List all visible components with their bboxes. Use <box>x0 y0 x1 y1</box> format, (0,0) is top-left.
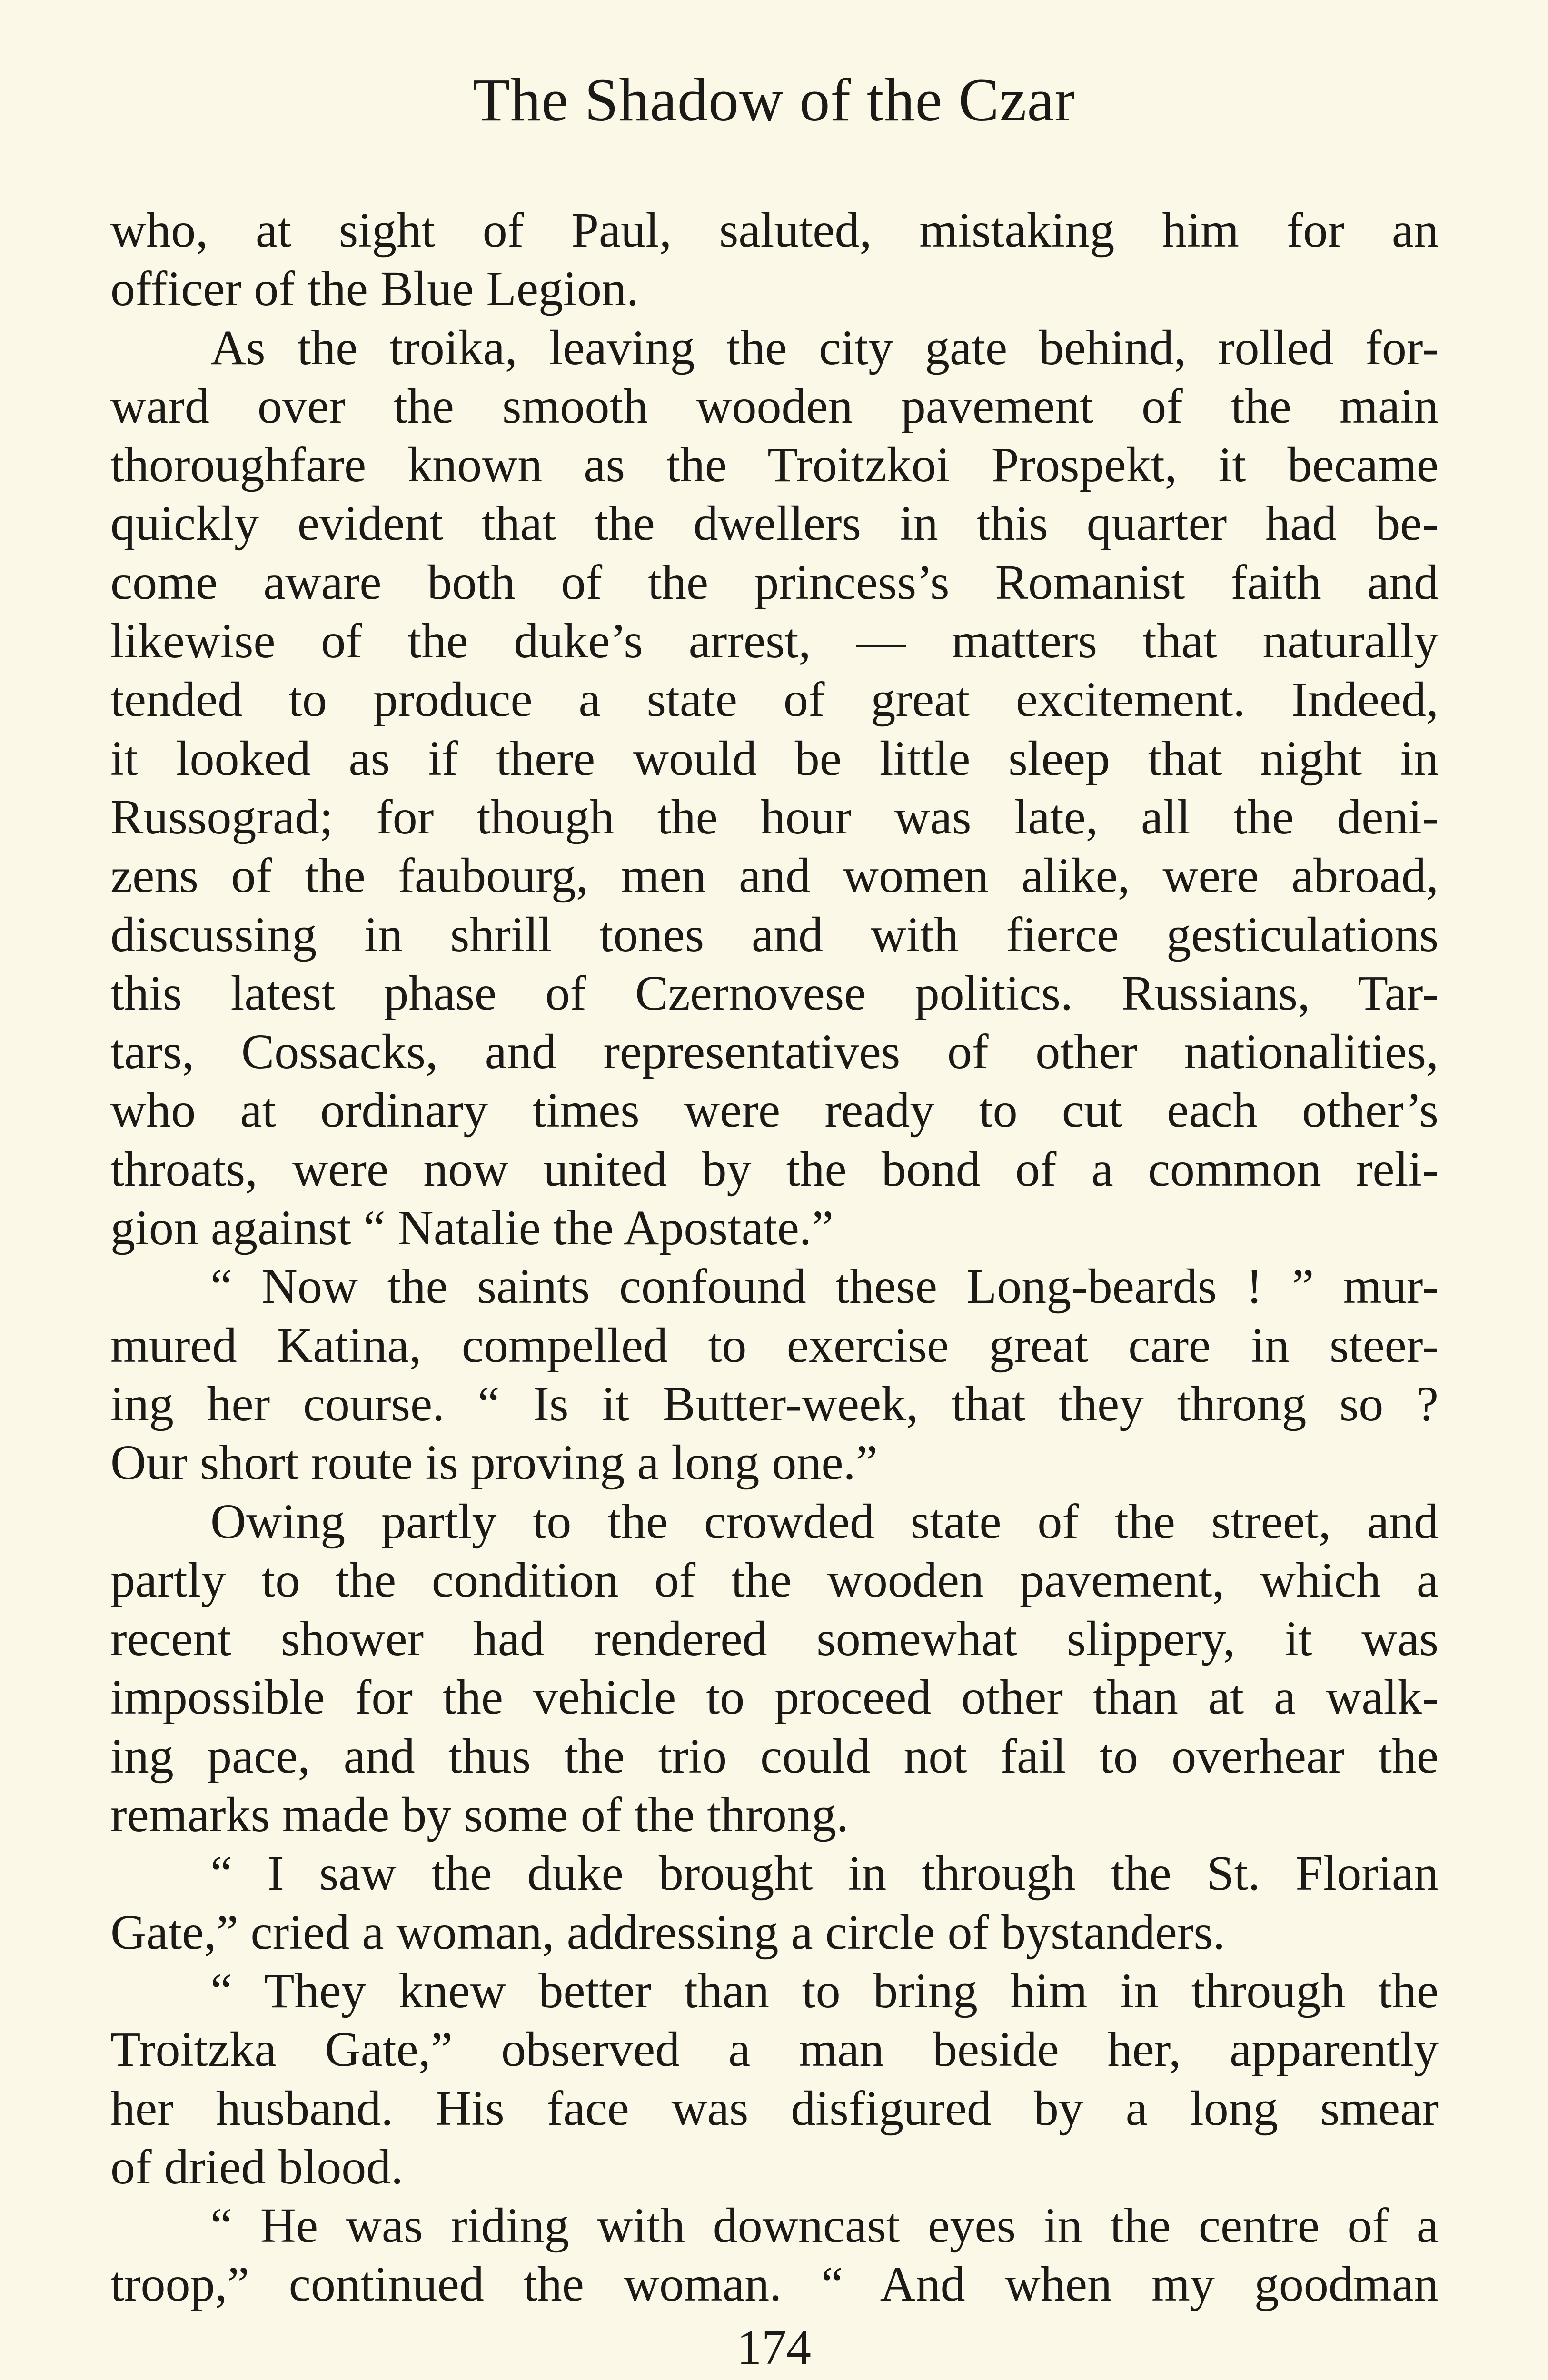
text-line: recent shower had rendered somewhat slippery, it was <box>110 1611 1439 1666</box>
text-line: gion against “ Natalie the Apostate.” <box>110 1200 834 1256</box>
text-line: “ I saw the duke brought in through the St. Florian <box>210 1846 1439 1901</box>
text-line: “ Now the saints confound these Long-beards ! ” mur- <box>210 1259 1439 1314</box>
text-line: likewise of the duke’s arrest, — matters that naturally <box>110 614 1439 669</box>
running-head: The Shadow of the Czar <box>472 66 1076 134</box>
text-line: Troitzka Gate,” observed a man beside her, apparently <box>110 2022 1439 2077</box>
text-line: throats, were now united by the bond of a common reli- <box>110 1141 1439 1197</box>
text-line: Gate,” cried a woman, addressing a circle of bystanders. <box>110 1904 1225 1960</box>
text-line: “ They knew better than to bring him in through the <box>210 1963 1439 2018</box>
text-line: Owing partly to the crowded state of the street, and <box>210 1494 1439 1549</box>
text-line: it looked as if there would be little sleep that night in <box>110 731 1439 786</box>
text-line: zens of the faubourg, men and women alike, were abroad, <box>110 848 1439 903</box>
text-line: her husband. His face was disfigured by a long smear <box>110 2081 1439 2136</box>
text-line: mured Katina, compelled to exercise great care in steer- <box>110 1318 1439 1373</box>
text-line: who, at sight of Paul, saluted, mistaking him for an <box>110 203 1439 258</box>
text-line: ing pace, and thus the trio could not fail to overhear the <box>110 1728 1439 1784</box>
text-line: come aware both of the princess’s Romanist faith and <box>110 555 1439 610</box>
text-line: troop,” continued the woman. “ And when my goodman <box>110 2257 1439 2312</box>
text-line: discussing in shrill tones and with fierce gesticulations <box>110 907 1439 962</box>
text-line: ing her course. “ Is it Butter-week, that they throng so ? <box>110 1376 1439 1431</box>
text-line: this latest phase of Czernovese politics. Russians, Tar- <box>110 965 1439 1021</box>
text-line: who at ordinary times were ready to cut each other’s <box>110 1083 1439 1138</box>
text-line: As the troika, leaving the city gate behind, rolled for- <box>210 320 1439 375</box>
text-line: Russograd; for though the hour was late, all the deni- <box>110 789 1439 844</box>
text-line: tars, Cossacks, and representatives of other nationalities, <box>110 1024 1439 1080</box>
text-line: tended to produce a state of great excitement. Indeed, <box>110 672 1439 727</box>
text-line: of dried blood. <box>110 2139 404 2194</box>
text-line: Our short route is proving a long one.” <box>110 1435 878 1490</box>
text-line: impossible for the vehicle to proceed other than at a walk- <box>110 1670 1439 1725</box>
body-text <box>110 201 1439 2314</box>
text-line: officer of the Blue Legion. <box>110 261 639 317</box>
text-line: “ He was riding with downcast eyes in the centre of a <box>210 2198 1439 2253</box>
text-line: quickly evident that the dwellers in this quarter had be- <box>110 496 1439 551</box>
text-line: ward over the smooth wooden pavement of the main <box>110 378 1439 434</box>
text-line: remarks made by some of the throng. <box>110 1787 849 1843</box>
text-line: thoroughfare known as the Troitzkoi Prospekt, it became <box>110 437 1439 493</box>
text-line: partly to the condition of the wooden pavement, which a <box>110 1552 1439 1607</box>
page-number: 174 <box>737 2320 811 2375</box>
